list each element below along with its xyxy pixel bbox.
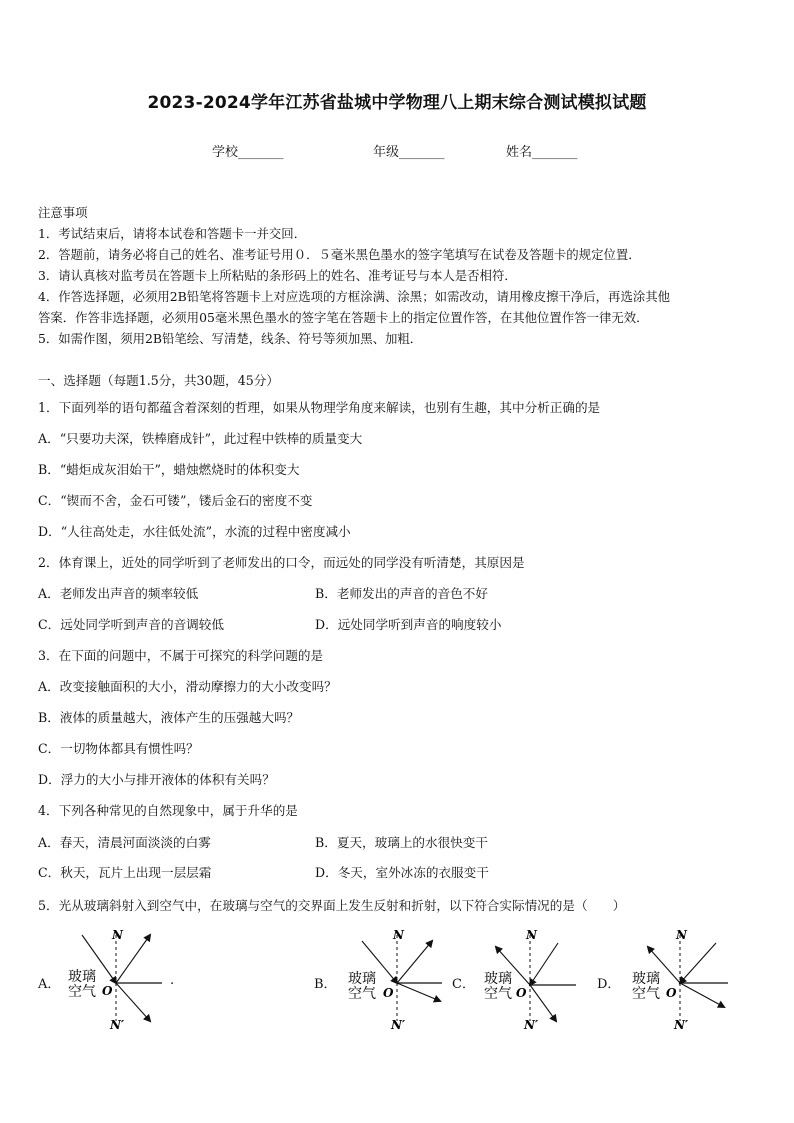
school-field[interactable]: 学校_______ — [212, 145, 284, 160]
notice-item: 5．如需作图，须用2B铅笔绘、写清楚，线条、符号等须加黑、加粗． — [38, 331, 423, 346]
upper-medium-label: 玻璃 — [68, 969, 96, 985]
notice-heading: 注意事项 — [38, 205, 88, 220]
point-label: O — [516, 986, 527, 1000]
option-b[interactable]: B．夏天，玻璃上的水很快变干 — [315, 835, 488, 850]
option-d[interactable]: D．冬天，室外冰冻的衣服变干 — [315, 865, 489, 880]
trailing-dot: . — [170, 973, 175, 988]
ray — [680, 983, 724, 1007]
normal-bottom-label: N′ — [524, 1018, 539, 1032]
option-d[interactable]: D．远处同学听到声音的响度较小 — [315, 617, 502, 632]
option-a[interactable]: A．老师发出声音的频率较低 — [38, 586, 199, 601]
exam-title: 2023-2024学年江苏省盐城中学物理八上期末综合测试模拟试题 — [147, 93, 647, 113]
option-c[interactable]: C． — [452, 977, 475, 992]
question-stem: 3．在下面的问题中，不属于可探究的科学问题的是 — [38, 648, 324, 663]
option-d[interactable]: D．“人往高处走，水往低处流”，水流的过程中密度减小 — [38, 524, 351, 539]
lower-medium-label: 空气 — [68, 984, 96, 1000]
option-a[interactable]: A． — [38, 977, 61, 992]
option-b[interactable]: B． — [314, 977, 337, 992]
lower-medium-label: 空气 — [632, 986, 660, 1002]
ray — [680, 943, 716, 983]
option-b[interactable]: B．“蜡炬成灰泪始干”，蜡烛燃烧时的体积变大 — [38, 462, 300, 477]
normal-top-label: N — [112, 928, 123, 942]
ray — [397, 983, 440, 1001]
option-c[interactable]: C．一切物体都具有惯性吗？ — [38, 741, 199, 756]
notice-item: 3．请认真核对监考员在答题卡上所粘贴的条形码上的姓名、准考证号与本人是否相符． — [38, 268, 517, 283]
question-stem: 2．体育课上，近处的同学听到了老师发出的口令，而远处的同学没有听清楚，其原因是 — [38, 555, 525, 570]
ray — [116, 983, 150, 1021]
diagram-b — [340, 925, 450, 1035]
name-field[interactable]: 姓名_______ — [506, 145, 578, 160]
upper-medium-label: 玻璃 — [484, 971, 512, 987]
question-stem: 4．下列各种常见的自然现象中，属于升华的是 — [38, 803, 298, 818]
lower-medium-label: 空气 — [484, 986, 512, 1002]
notice-item: 2．答题前，请务必将自己的姓名、准考证号用０．５毫米黑色墨水的签字笔填写在试卷及答题卡的规定位置． — [38, 247, 641, 262]
option-a[interactable]: A．“只要功夫深，铁棒磨成针”，此过程中铁棒的质量变大 — [38, 431, 363, 446]
option-c[interactable]: C．秋天，瓦片上出现一层层霜 — [38, 865, 212, 880]
normal-top-label: N — [526, 928, 537, 942]
upper-medium-label: 玻璃 — [348, 971, 376, 987]
upper-medium-label: 玻璃 — [632, 971, 660, 987]
point-label: O — [383, 986, 394, 1000]
notice-item: 答案．作答非选择题，必须用05毫米黑色墨水的签字笔在答题卡上的指定位置作答，在其他位置作答一律无效． — [38, 310, 649, 325]
section-heading: 一、选择题（每题1.5分，共30题，45分） — [38, 373, 279, 388]
option-b[interactable]: B．老师发出的声音的音色不好 — [315, 586, 488, 601]
point-label: O — [102, 984, 113, 998]
option-b[interactable]: B．液体的质量越大，液体产生的压强越大吗？ — [38, 710, 300, 725]
option-c[interactable]: C．“锲而不舍，金石可镂”，镂后金石的密度不变 — [38, 493, 313, 508]
question-stem: 5．光从玻璃斜射入到空气中，在玻璃与空气的交界面上发生反射和折射，以下符合实际情况的是（ ） — [38, 898, 626, 913]
diagram-c — [476, 925, 586, 1035]
ray — [116, 935, 150, 983]
notice-item: 1．考试结束后，请将本试卷和答题卡一并交回． — [38, 226, 307, 241]
grade-field[interactable]: 年级_______ — [373, 145, 445, 160]
notice-item: 4．作答选择题，必须用2B铅笔将答题卡上对应选项的方框涂满、涂黑；如需改动，请用橡皮擦干净后，再选涂其他 — [38, 289, 671, 304]
normal-bottom-label: N′ — [110, 1018, 125, 1032]
option-a[interactable]: A．改变接触面积的大小，滑动摩擦力的大小改变吗？ — [38, 679, 337, 694]
option-d[interactable]: D．浮力的大小与排开液体的体积有关吗？ — [38, 772, 275, 787]
question-stem: 1．下面列举的语句都蕴含着深刻的哲理，如果从物理学角度来解读，也别有生趣，其中分析正确的是 — [38, 400, 601, 415]
normal-top-label: N — [676, 928, 687, 942]
point-label: O — [666, 986, 677, 1000]
option-d[interactable]: D． — [597, 977, 621, 992]
diagram-d — [624, 925, 744, 1035]
lower-medium-label: 空气 — [348, 986, 376, 1002]
ray — [530, 943, 558, 985]
option-c[interactable]: C．远处同学听到声音的音调较低 — [38, 617, 224, 632]
option-a[interactable]: A．春天，清晨河面淡淡的白雾 — [38, 835, 211, 850]
diagram-a — [60, 925, 180, 1035]
normal-bottom-label: N′ — [674, 1018, 689, 1032]
ray — [530, 985, 556, 1021]
normal-top-label: N — [393, 928, 404, 942]
ray — [397, 941, 432, 983]
normal-bottom-label: N′ — [391, 1018, 406, 1032]
